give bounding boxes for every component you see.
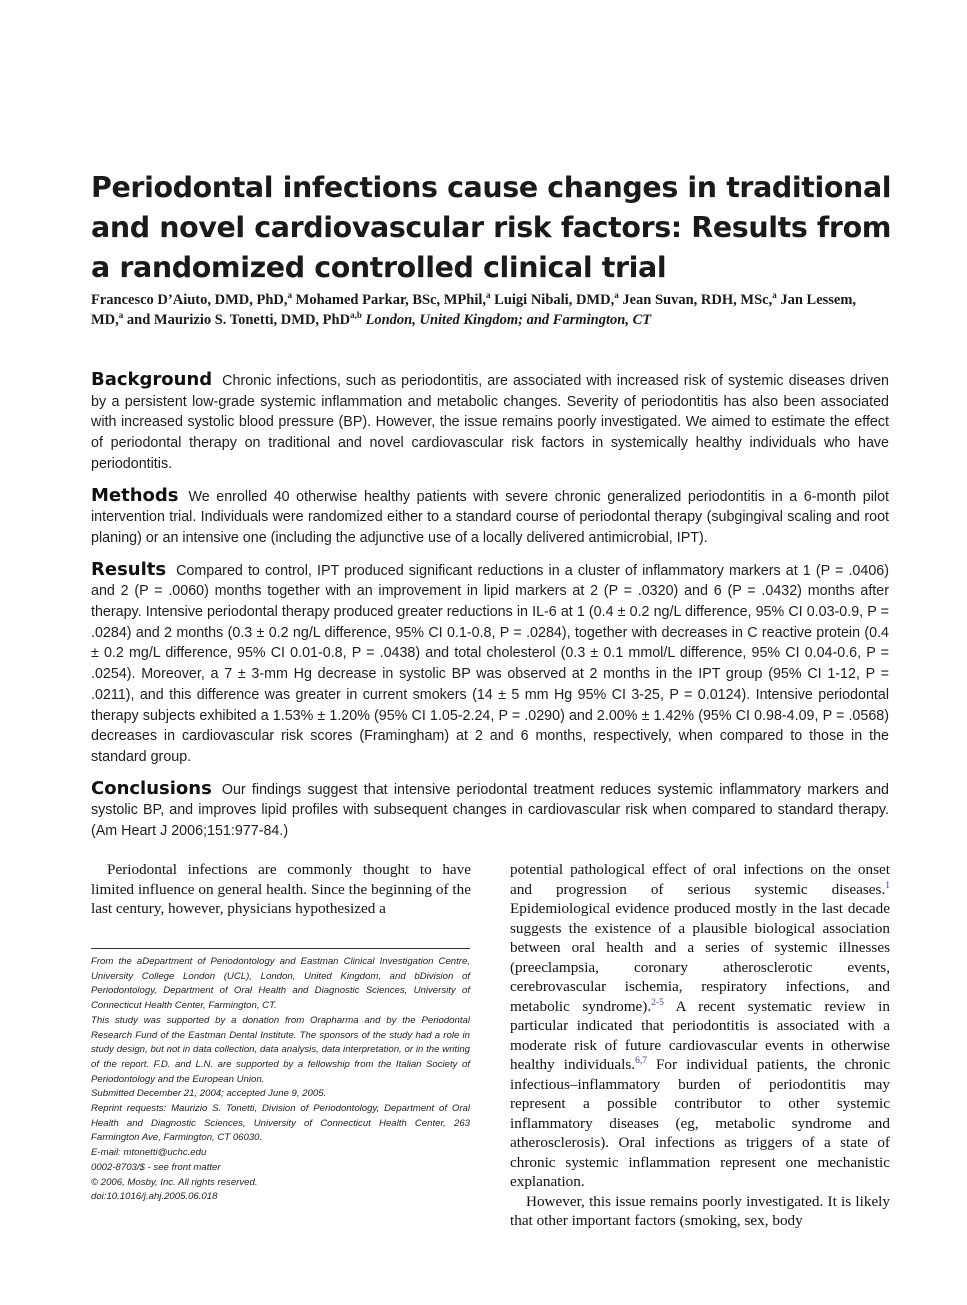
abstract-results <box>91 560 889 768</box>
article-title: Periodontal infections cause changes in traditional and novel cardiovascular risk factors: Results from a randomized controlled clinical trial <box>91 171 892 284</box>
body-text: Epidemiological evidence produced mostly in the last decade suggests the existence of a plausible biological association between oral health and a series of systemic illnesses (preeclampsia, coronary atherosclerotic events, cerebrovascular ischemia, respiratory infections, and metabolic syndrome). <box>510 900 890 1015</box>
abstract-background-text: Chronic infections, such as periodontitis, are associated with increased risk of systemic diseases driven by a persistent low-grade systemic inflammation and metabolic changes. Severity of periodontitis has also been associated with increased systolic blood pressure (BP). However, the issue remains poorly investigated. We aimed to estimate the effect of periodontal therapy on traditional and novel cardiovascular risk factors in systemically healthy individuals who have periodontitis. <box>91 373 889 472</box>
footnote-divider <box>91 948 470 949</box>
abstract-heading-background: Background <box>91 369 213 390</box>
author-name: Mohamed Parkar, BSc, MPhil, <box>295 292 487 308</box>
body-text: For individual patients, the chronic infectious–inflammatory burden of periodontitis may represent a possible contributor to other systemic inflammatory diseases (eg, metabolic syndrome and atherosclerosis). Oral infections as triggers of a state of chronic systemic inflammation represent one mechanistic explanation. <box>510 1056 891 1190</box>
abstract-heading-results: Results <box>91 558 167 580</box>
body-column-right <box>510 860 890 1231</box>
affiliation-mark: a <box>614 290 619 300</box>
reference-link[interactable]: 6,7 <box>635 1056 647 1066</box>
abstract-heading-conclusions: Conclusions <box>91 777 212 799</box>
abstract-conclusions <box>91 779 889 842</box>
abstract-methods <box>91 486 889 549</box>
footnote-dates: Submitted December 21, 2004; accepted June 9, 2005. <box>91 1088 327 1100</box>
body-paragraph: However, this issue remains poorly investigated. It is likely that other important factors (smoking, sex, body <box>510 1192 890 1229</box>
footnote-issn: 0002-8703/$ - see front matter <box>91 1161 221 1173</box>
affiliation-mark: a,b <box>350 310 362 320</box>
footnote-support: This study was supported by a donation from Orapharma and by the Periodontal Research Fund of the Eastman Dental Institute. The sponsors of the study had a role in study design, but not in data collection, data analysis, data interpretation, or in the writing of the report. F.D. and L.N. are supported by a fellowship from the Italian Society of Periodontology and the European Union. <box>91 1014 470 1085</box>
author-location: London, United Kingdom; and Farmington, CT <box>365 312 652 328</box>
abstract <box>91 370 889 853</box>
reference-link[interactable]: 2-5 <box>651 997 664 1008</box>
author-name: Jean Suvan, RDH, MSc, <box>622 292 773 308</box>
body-text: A recent systematic review in particular indicated that periodontitis is associated with a moderate risk of future cardiovascular events in otherwise healthy individuals. <box>510 997 890 1073</box>
abstract-results-text: Compared to control, IPT produced significant reductions in a cluster of inflammatory markers at 1 (P = .0406) and 2 (P = .0060) months together with an improvement in lipid markers at 2 (P = .0320) and 6 (P = .0432) months after therapy. Intensive periodontal therapy produced greater reductions in IL-6 at 1 (0.4 ± 0.2 ng/L difference, 95% CI 0.03-0.9, P = .0284) and 2 months (0.3 ± 0.2 ng/L difference, 95% CI 0.1-0.8, P = .0284), together with decreases in C reactive protein (0.4 ± 0.2 mg/L difference, 95% CI 0.01-0.8, P = .0438) and total cholesterol (0.3 ± 0.1 mmol/L difference, 95% CI 0.04-0.6, P = .0254). Moreover, a 7 ± 3-mm Hg decrease in systolic BP was observed at 2 months in the IPT group (95% CI 1-12, P = .0211), and this difference was greater in current smokers (14 ± 5 mm Hg 95% CI 3-25, P = 0.0124). Intensive periodontal therapy subjects exhibited a 1.53% ± 1.20% (95% CI 1.05-2.24, P = .0290) and 2.00% ± 1.42% (95% CI 0.98-4.09, P = .0568) decreases in cardiovascular risk scores (Framingham) at 2 and 6 months, respectively, when compared to those in the standard group. <box>91 562 889 765</box>
author-name: Jan Lessem, MD, <box>91 292 857 328</box>
author-name: Francesco D’Aiuto, DMD, PhD, <box>91 292 288 308</box>
author-list <box>91 290 891 330</box>
reference-link[interactable]: 1 <box>885 880 890 891</box>
body-column-left <box>91 860 471 919</box>
author-name: and Maurizio S. Tonetti, DMD, PhD <box>126 312 351 328</box>
footnote-doi: doi:10.1016/j.ahj.2005.06.018 <box>91 1191 218 1203</box>
footnote-copyright: © 2006, Mosby, Inc. All rights reserved. <box>91 1176 258 1188</box>
footnote-email: E-mail: mtonetti@uchc.edu <box>91 1147 207 1159</box>
footnote-affiliations: From the aDepartment of Periodontology and Eastman Clinical Investigation Centre, University College London (UCL), London, United Kingdom, and bDivision of Periodontology, Department of Oral Health and Diagnostic Sciences, University of Connecticut Health Center, Farmington, CT. <box>91 956 470 1012</box>
affiliation-mark: a <box>486 290 491 300</box>
author-name: Luigi Nibali, DMD, <box>494 292 615 308</box>
affiliation-mark: a <box>118 310 124 320</box>
affiliation-mark: a <box>287 290 293 300</box>
body-paragraph <box>510 860 890 1192</box>
body-paragraph: Periodontal infections are commonly thought to have limited influence on general health. Since the beginning of the last century, however, physicians hypothesized a <box>91 861 471 917</box>
footnotes <box>91 955 470 1205</box>
affiliation-mark: a <box>772 290 777 300</box>
body-text: potential pathological effect of oral infections on the onset and progression of serious systemic diseases. <box>510 861 890 898</box>
abstract-heading-methods: Methods <box>91 484 179 506</box>
abstract-conclusions-text: Our findings suggest that intensive periodontal treatment reduces systemic inflammatory markers and systolic BP, and improves lipid profiles with subsequent changes in cardiovascular risk when compared to standard therapy. (Am Heart J 2006;151:977-84.) <box>91 781 889 840</box>
abstract-methods-text: We enrolled 40 otherwise healthy patients with severe chronic generalized periodontitis in a 6-month pilot intervention trial. Individuals were randomized either to a standard course of periodontal therapy (subgingival scaling and root planing) or an intensive one (including the adjunctive use of a locally delivered antimicrobial, IPT). <box>91 488 889 546</box>
footnote-reprints: Reprint requests: Maurizio S. Tonetti, Division of Periodontology, Department of Oral Health and Diagnostic Sciences, University of Connecticut Health Center, 263 Farmington Ave, Farmington, CT 06030. <box>91 1103 470 1144</box>
abstract-background <box>91 370 889 475</box>
